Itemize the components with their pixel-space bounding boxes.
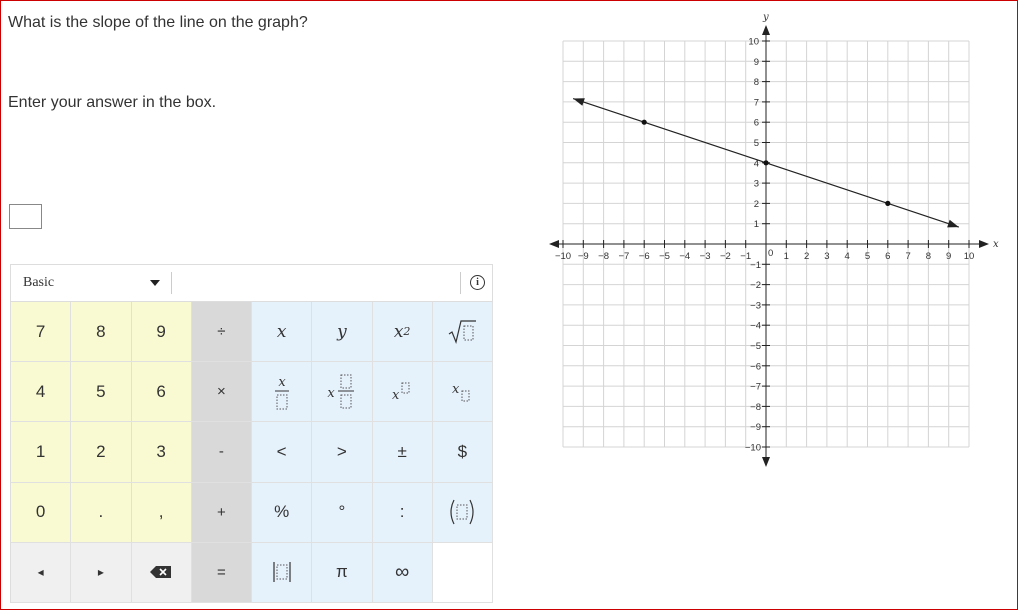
key-colon[interactable]: : <box>373 483 433 543</box>
x-tick-label: −9 <box>577 251 589 262</box>
y-tick-label: 9 <box>753 56 759 68</box>
y-tick-label: 3 <box>753 178 759 190</box>
header-divider <box>171 272 172 294</box>
key-x-subscript[interactable] <box>433 362 493 422</box>
x-tick-label: 1 <box>783 251 789 262</box>
question-text: What is the slope of the line on the graph? <box>8 14 308 31</box>
key-comma[interactable]: , <box>132 483 192 543</box>
y-tick-label: −8 <box>750 401 761 413</box>
x-tick-label: −8 <box>598 251 610 262</box>
y-tick-label: 10 <box>748 36 759 48</box>
key-9[interactable]: 9 <box>132 302 192 362</box>
key-4[interactable]: 4 <box>11 362 71 422</box>
x-tick-label: −6 <box>638 251 650 262</box>
key-mixed-fraction[interactable] <box>312 362 372 422</box>
y-tick-label: −2 <box>750 280 761 292</box>
key-empty <box>433 543 493 603</box>
y-axis-arrow-down <box>762 457 770 467</box>
x-tick-label: −7 <box>618 251 630 262</box>
absolute-value-icon <box>269 559 295 585</box>
key-7[interactable]: 7 <box>11 302 71 362</box>
key-multiply[interactable]: × <box>192 362 252 422</box>
keypad-grid <box>11 302 493 603</box>
keypad-header <box>11 265 492 302</box>
y-tick-label: 8 <box>753 77 759 89</box>
key-6[interactable]: 6 <box>132 362 192 422</box>
y-tick-label: −5 <box>750 341 761 352</box>
key-divide[interactable]: ÷ <box>192 302 252 362</box>
key-x-power[interactable] <box>373 362 433 422</box>
x-tick-label: −4 <box>679 251 691 262</box>
x-tick-label: 9 <box>946 251 952 262</box>
x-tick-label: −2 <box>719 251 731 262</box>
x-tick-label: 7 <box>905 251 911 262</box>
key-dollar[interactable]: $ <box>433 422 493 482</box>
fraction-x-icon <box>272 372 292 412</box>
answer-input[interactable] <box>9 204 42 229</box>
key-x-squared[interactable] <box>373 302 433 362</box>
key-x-squared-exp: 2 <box>403 325 411 339</box>
subscript-icon <box>450 378 474 406</box>
mode-select[interactable]: Basic <box>23 275 55 290</box>
header-divider <box>460 272 461 294</box>
key-left-arrow[interactable]: ◂ <box>11 543 71 603</box>
x-tick-label: 3 <box>824 251 830 262</box>
y-tick-label: −1 <box>750 259 761 271</box>
y-tick-label: −6 <box>750 361 761 373</box>
y-axis-arrow-up <box>762 25 770 35</box>
line-point <box>642 120 647 125</box>
key-percent[interactable]: % <box>252 483 312 543</box>
power-icon <box>390 380 414 404</box>
y-tick-label: 2 <box>753 198 759 210</box>
x-tick-label: −1 <box>740 251 752 262</box>
key-sqrt[interactable] <box>433 302 493 362</box>
key-x[interactable]: x <box>252 302 312 362</box>
sqrt-icon <box>447 319 477 345</box>
key-less-than[interactable]: < <box>252 422 312 482</box>
y-tick-label: −4 <box>750 320 761 332</box>
x-axis-arrow-right <box>979 240 989 248</box>
key-plus-minus[interactable]: ± <box>373 422 433 482</box>
key-2[interactable]: 2 <box>71 422 131 482</box>
key-equals[interactable]: = <box>192 543 252 603</box>
key-x-squared-base: x <box>393 321 404 342</box>
key-x-over-box[interactable] <box>252 362 312 422</box>
origin-label: 0 <box>768 248 774 259</box>
y-tick-label: 7 <box>753 97 759 109</box>
x-tick-label: 10 <box>963 251 975 262</box>
key-infinity[interactable]: ∞ <box>373 543 433 603</box>
svg-text:x: x <box>277 374 286 390</box>
key-decimal[interactable]: . <box>71 483 131 543</box>
key-backspace[interactable] <box>132 543 192 603</box>
parentheses-icon <box>447 497 477 527</box>
key-parentheses[interactable] <box>433 483 493 543</box>
chevron-down-icon[interactable] <box>150 280 160 286</box>
key-greater-than[interactable]: > <box>312 422 372 482</box>
x-tick-label: 6 <box>885 251 891 262</box>
key-plus[interactable]: + <box>192 483 252 543</box>
x-tick-label: −10 <box>554 251 572 262</box>
y-axis-label: y <box>763 12 769 23</box>
key-minus[interactable]: - <box>192 422 252 482</box>
y-tick-label: 4 <box>753 158 759 170</box>
x-axis-arrow-left <box>549 240 559 248</box>
key-8[interactable]: 8 <box>71 302 131 362</box>
info-icon[interactable]: i <box>470 275 485 290</box>
x-tick-label: −5 <box>659 251 670 262</box>
y-tick-label: −3 <box>750 300 761 312</box>
y-tick-label: −7 <box>750 381 761 393</box>
instruction-text: Enter your answer in the box. <box>8 94 217 111</box>
y-tick-label: 5 <box>753 138 759 149</box>
key-pi[interactable]: π <box>312 543 372 603</box>
coordinate-graph <box>540 12 1005 474</box>
svg-text:x: x <box>327 385 335 401</box>
key-1[interactable]: 1 <box>11 422 71 482</box>
x-tick-label: 8 <box>925 251 932 262</box>
y-tick-label: 6 <box>753 117 759 129</box>
x-tick-label: 2 <box>803 251 810 262</box>
y-tick-label: −9 <box>750 422 761 434</box>
backspace-icon <box>150 565 172 579</box>
y-tick-label: 1 <box>753 219 759 231</box>
key-5[interactable]: 5 <box>71 362 131 422</box>
x-tick-label: 4 <box>844 251 850 262</box>
key-absolute-value[interactable] <box>252 543 312 603</box>
key-degree[interactable]: ° <box>312 483 372 543</box>
key-3[interactable]: 3 <box>132 422 192 482</box>
y-tick-label: −10 <box>744 442 761 454</box>
svg-text:x: x <box>452 381 460 397</box>
math-keypad <box>10 264 493 603</box>
mixed-fraction-icon <box>326 372 358 412</box>
x-axis-label: x <box>993 239 999 250</box>
svg-text:x: x <box>392 387 400 403</box>
x-tick-label: 5 <box>864 251 871 262</box>
line-point <box>763 160 768 165</box>
key-right-arrow[interactable]: ▸ <box>71 543 131 603</box>
x-tick-label: −3 <box>699 251 711 262</box>
key-y[interactable]: y <box>312 302 372 362</box>
line-point <box>885 201 890 206</box>
key-0[interactable]: 0 <box>11 483 71 543</box>
